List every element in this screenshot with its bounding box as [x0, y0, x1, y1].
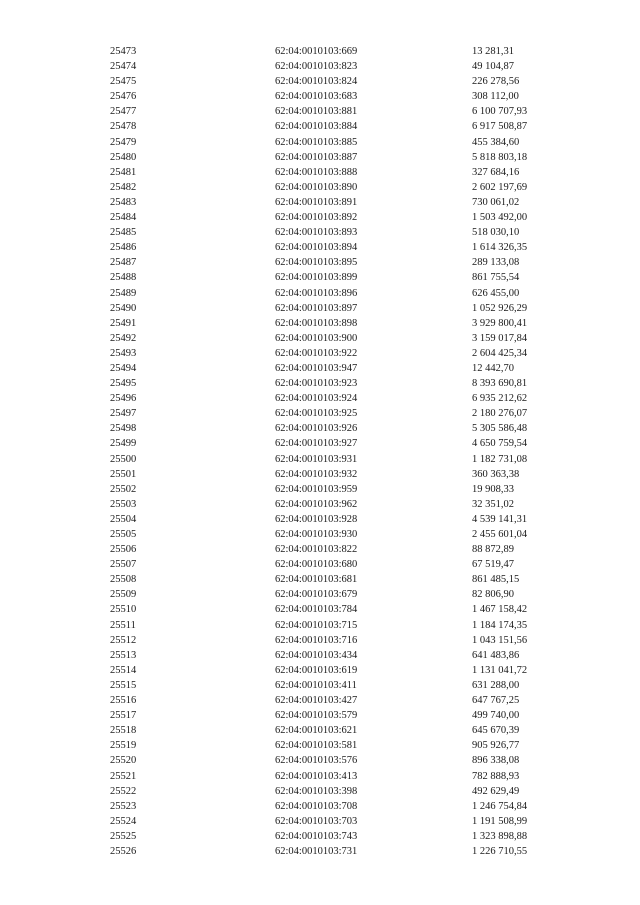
cadastral-value: 645 670,39 — [472, 725, 520, 737]
cadastral-value: 1 052 926,29 — [472, 302, 528, 314]
cadastral-value: 641 483,86 — [472, 649, 520, 661]
cadastral-value: 492 629,49 — [472, 785, 520, 797]
table-row — [0, 542, 640, 557]
cadastral-value: 861 485,15 — [472, 574, 520, 586]
table-row — [0, 738, 640, 753]
table-row — [0, 119, 640, 134]
row-number: 25500 — [110, 453, 137, 465]
table-row — [0, 436, 640, 451]
cadastral-number: 62:04:0010103:715 — [275, 619, 358, 631]
cadastral-number: 62:04:0010103:716 — [275, 634, 358, 646]
table-row — [0, 723, 640, 738]
cadastral-number: 62:04:0010103:930 — [275, 529, 358, 540]
table-row — [0, 708, 640, 723]
cadastral-number: 62:04:0010103:895 — [275, 257, 358, 269]
table-row — [0, 527, 640, 542]
cadastral-number: 62:04:0010103:900 — [275, 332, 358, 344]
cadastral-value: 1 191 508,99 — [472, 815, 528, 827]
cadastral-value: 32 351,02 — [472, 498, 514, 510]
row-number: 25473 — [110, 46, 137, 57]
cadastral-value: 6 100 707,93 — [472, 106, 528, 118]
cadastral-number: 62:04:0010103:898 — [275, 317, 358, 329]
table-row — [0, 331, 640, 346]
cadastral-value: 730 061,02 — [472, 196, 520, 208]
row-number: 25493 — [110, 347, 137, 359]
table-row — [0, 74, 640, 89]
row-number: 25481 — [110, 166, 137, 178]
cadastral-number: 62:04:0010103:824 — [275, 76, 358, 88]
row-number: 25505 — [110, 529, 137, 540]
cadastral-number: 62:04:0010103:680 — [275, 559, 358, 571]
cadastral-number: 62:04:0010103:893 — [275, 227, 358, 239]
cadastral-number: 62:04:0010103:894 — [275, 242, 358, 254]
cadastral-number: 62:04:0010103:887 — [275, 151, 358, 163]
row-number: 25479 — [110, 136, 137, 148]
row-number: 25477 — [110, 106, 137, 118]
cadastral-value: 6 935 212,62 — [472, 393, 528, 405]
cadastral-number: 62:04:0010103:947 — [275, 362, 358, 374]
cadastral-value: 13 281,31 — [472, 46, 514, 57]
cadastral-value: 1 182 731,08 — [472, 453, 528, 465]
cadastral-value: 3 159 017,84 — [472, 332, 528, 344]
table-row — [0, 376, 640, 391]
cadastral-value: 4 539 141,31 — [472, 513, 528, 525]
row-number: 25475 — [110, 76, 137, 88]
table-row — [0, 512, 640, 527]
table-row — [0, 195, 640, 210]
table-row — [0, 150, 640, 165]
row-number: 25506 — [110, 544, 137, 556]
table-row — [0, 210, 640, 225]
cadastral-number: 62:04:0010103:434 — [275, 649, 358, 661]
row-number: 25516 — [110, 695, 137, 707]
table-row — [0, 467, 640, 482]
table-row — [0, 678, 640, 693]
table-row — [0, 361, 640, 376]
cadastral-value: 647 767,25 — [472, 695, 520, 707]
row-number: 25526 — [110, 845, 137, 857]
table-row — [0, 44, 640, 59]
table-row — [0, 286, 640, 301]
row-number: 25502 — [110, 483, 137, 495]
cadastral-value: 327 684,16 — [472, 166, 520, 178]
cadastral-number: 62:04:0010103:891 — [275, 196, 358, 208]
table-row — [0, 557, 640, 572]
row-number: 25511 — [110, 619, 136, 631]
table-row — [0, 135, 640, 150]
table-row — [0, 104, 640, 119]
cadastral-value: 226 278,56 — [472, 76, 520, 88]
cadastral-value: 861 755,54 — [472, 272, 520, 284]
row-number: 25480 — [110, 151, 137, 163]
cadastral-number: 62:04:0010103:822 — [275, 544, 358, 556]
row-number: 25496 — [110, 393, 137, 405]
cadastral-value: 1 226 710,55 — [472, 845, 528, 857]
cadastral-number: 62:04:0010103:899 — [275, 272, 358, 284]
row-number: 25510 — [110, 604, 137, 616]
row-number: 25518 — [110, 725, 137, 737]
row-number: 25486 — [110, 242, 137, 254]
row-number: 25476 — [110, 91, 137, 103]
table-row — [0, 452, 640, 467]
cadastral-number: 62:04:0010103:579 — [275, 710, 358, 722]
table-row — [0, 165, 640, 180]
table-row — [0, 59, 640, 74]
table-row — [0, 753, 640, 768]
table-row — [0, 663, 640, 678]
row-number: 25520 — [110, 755, 137, 767]
row-number: 25497 — [110, 408, 137, 420]
cadastral-value: 782 888,93 — [472, 770, 520, 782]
cadastral-number: 62:04:0010103:931 — [275, 453, 358, 465]
cadastral-number: 62:04:0010103:621 — [275, 725, 358, 737]
cadastral-number: 62:04:0010103:922 — [275, 347, 358, 359]
cadastral-number: 62:04:0010103:884 — [275, 121, 358, 133]
table-row — [0, 633, 640, 648]
cadastral-value: 499 740,00 — [472, 710, 520, 722]
document-page — [0, 44, 640, 859]
cadastral-value: 49 104,87 — [472, 61, 514, 73]
cadastral-value: 82 806,90 — [472, 589, 514, 601]
row-number: 25485 — [110, 227, 137, 239]
row-number: 25488 — [110, 272, 137, 284]
cadastral-number: 62:04:0010103:681 — [275, 574, 358, 586]
row-number: 25489 — [110, 287, 137, 299]
cadastral-number: 62:04:0010103:897 — [275, 302, 358, 314]
cadastral-number: 62:04:0010103:411 — [275, 679, 357, 691]
cadastral-number: 62:04:0010103:924 — [275, 393, 358, 405]
table-row — [0, 270, 640, 285]
table-row — [0, 406, 640, 421]
cadastral-number: 62:04:0010103:703 — [275, 815, 358, 827]
cadastral-value: 5 305 586,48 — [472, 423, 528, 435]
cadastral-value: 308 112,00 — [472, 91, 519, 103]
row-number: 25523 — [110, 800, 137, 812]
row-number: 25525 — [110, 830, 137, 842]
table-row — [0, 240, 640, 255]
row-number: 25517 — [110, 710, 137, 722]
cadastral-value: 518 030,10 — [472, 227, 520, 239]
row-number: 25484 — [110, 212, 137, 224]
row-number: 25522 — [110, 785, 137, 797]
row-number: 25483 — [110, 196, 137, 208]
cadastral-number: 62:04:0010103:619 — [275, 664, 358, 676]
cadastral-number: 62:04:0010103:413 — [275, 770, 358, 782]
cadastral-value: 3 929 800,41 — [472, 317, 528, 329]
cadastral-value: 1 246 754,84 — [472, 800, 528, 812]
cadastral-value: 2 180 276,07 — [472, 408, 528, 420]
cadastral-number: 62:04:0010103:576 — [275, 755, 358, 767]
row-number: 25487 — [110, 257, 137, 269]
row-number: 25508 — [110, 574, 137, 586]
table-row — [0, 301, 640, 316]
cadastral-value: 88 872,89 — [472, 544, 514, 556]
row-number: 25504 — [110, 513, 137, 525]
cadastral-number: 62:04:0010103:823 — [275, 61, 358, 73]
cadastral-value: 4 650 759,54 — [472, 438, 528, 450]
cadastral-number: 62:04:0010103:683 — [275, 91, 358, 103]
cadastral-number: 62:04:0010103:784 — [275, 604, 358, 616]
cadastral-value: 626 455,00 — [472, 287, 520, 299]
cadastral-value: 67 519,47 — [472, 559, 514, 571]
row-number: 25521 — [110, 770, 137, 782]
cadastral-number: 62:04:0010103:892 — [275, 212, 358, 224]
cadastral-value: 1 614 326,35 — [472, 242, 528, 254]
row-number: 25478 — [110, 121, 137, 133]
table-row — [0, 618, 640, 633]
table-row — [0, 255, 640, 270]
table-row — [0, 602, 640, 617]
cadastral-value: 896 338,08 — [472, 755, 520, 767]
cadastral-number: 62:04:0010103:743 — [275, 830, 358, 842]
cadastral-number: 62:04:0010103:896 — [275, 287, 358, 299]
cadastral-value: 2 604 425,34 — [472, 347, 528, 359]
cadastral-number: 62:04:0010103:926 — [275, 423, 358, 435]
cadastral-value: 8 393 690,81 — [472, 378, 528, 390]
cadastral-number: 62:04:0010103:669 — [275, 46, 358, 57]
cadastral-number: 62:04:0010103:679 — [275, 589, 358, 601]
table-row — [0, 225, 640, 240]
cadastral-value: 631 288,00 — [472, 679, 520, 691]
cadastral-value: 289 133,08 — [472, 257, 520, 269]
row-number: 25501 — [110, 468, 137, 480]
cadastral-number: 62:04:0010103:708 — [275, 800, 358, 812]
cadastral-value: 1 323 898,88 — [472, 830, 528, 842]
row-number: 25491 — [110, 317, 137, 329]
cadastral-value: 1 503 492,00 — [472, 212, 528, 224]
table-row — [0, 421, 640, 436]
cadastral-value: 12 442,70 — [472, 362, 514, 374]
cadastral-number: 62:04:0010103:881 — [275, 106, 358, 118]
table-row — [0, 180, 640, 195]
table-row — [0, 89, 640, 104]
row-number: 25513 — [110, 649, 137, 661]
cadastral-value: 19 908,33 — [472, 483, 514, 495]
table-row — [0, 587, 640, 602]
cadastral-number: 62:04:0010103:731 — [275, 845, 358, 857]
row-number: 25482 — [110, 181, 137, 193]
cadastral-value: 2 455 601,04 — [472, 529, 528, 540]
cadastral-value: 2 602 197,69 — [472, 181, 528, 193]
table-row — [0, 844, 640, 859]
row-number: 25519 — [110, 740, 137, 752]
cadastral-value: 5 818 803,18 — [472, 151, 528, 163]
cadastral-number: 62:04:0010103:885 — [275, 136, 358, 148]
cadastral-number: 62:04:0010103:928 — [275, 513, 358, 525]
row-number: 25490 — [110, 302, 137, 314]
cadastral-number: 62:04:0010103:398 — [275, 785, 358, 797]
cadastral-value: 6 917 508,87 — [472, 121, 528, 133]
row-number: 25495 — [110, 378, 137, 390]
cadastral-value: 1 043 151,56 — [472, 634, 528, 646]
cadastral-number: 62:04:0010103:890 — [275, 181, 358, 193]
table-row — [0, 572, 640, 587]
cadastral-value: 360 363,38 — [472, 468, 520, 480]
table-row — [0, 316, 640, 331]
table-row — [0, 799, 640, 814]
table-row — [0, 693, 640, 708]
cadastral-number: 62:04:0010103:581 — [275, 740, 358, 752]
table-row — [0, 814, 640, 829]
cadastral-number: 62:04:0010103:923 — [275, 378, 358, 390]
cadastral-value: 1 184 174,35 — [472, 619, 528, 631]
table-row — [0, 648, 640, 663]
row-number: 25514 — [110, 664, 137, 676]
cadastral-value: 1 131 041,72 — [472, 664, 528, 676]
table-row — [0, 482, 640, 497]
table-row — [0, 391, 640, 406]
row-number: 25499 — [110, 438, 137, 450]
cadastral-number: 62:04:0010103:427 — [275, 695, 358, 707]
table-row — [0, 769, 640, 784]
cadastral-value: 455 384,60 — [472, 136, 520, 148]
row-number: 25509 — [110, 589, 137, 601]
table-row — [0, 497, 640, 512]
table-row — [0, 829, 640, 844]
cadastral-number: 62:04:0010103:925 — [275, 408, 358, 420]
row-number: 25492 — [110, 332, 137, 344]
cadastral-number: 62:04:0010103:927 — [275, 438, 358, 450]
cadastral-value: 905 926,77 — [472, 740, 520, 752]
row-number: 25515 — [110, 679, 137, 691]
cadastral-value: 1 467 158,42 — [472, 604, 528, 616]
table-row — [0, 784, 640, 799]
row-number: 25507 — [110, 559, 137, 571]
table-row — [0, 346, 640, 361]
cadastral-value-table — [0, 44, 640, 859]
cadastral-number: 62:04:0010103:932 — [275, 468, 358, 480]
row-number: 25474 — [110, 61, 137, 73]
cadastral-number: 62:04:0010103:959 — [275, 483, 358, 495]
row-number: 25524 — [110, 815, 137, 827]
row-number: 25512 — [110, 634, 137, 646]
row-number: 25503 — [110, 498, 137, 510]
cadastral-number: 62:04:0010103:888 — [275, 166, 358, 178]
row-number: 25498 — [110, 423, 137, 435]
row-number: 25494 — [110, 362, 137, 374]
cadastral-number: 62:04:0010103:962 — [275, 498, 358, 510]
